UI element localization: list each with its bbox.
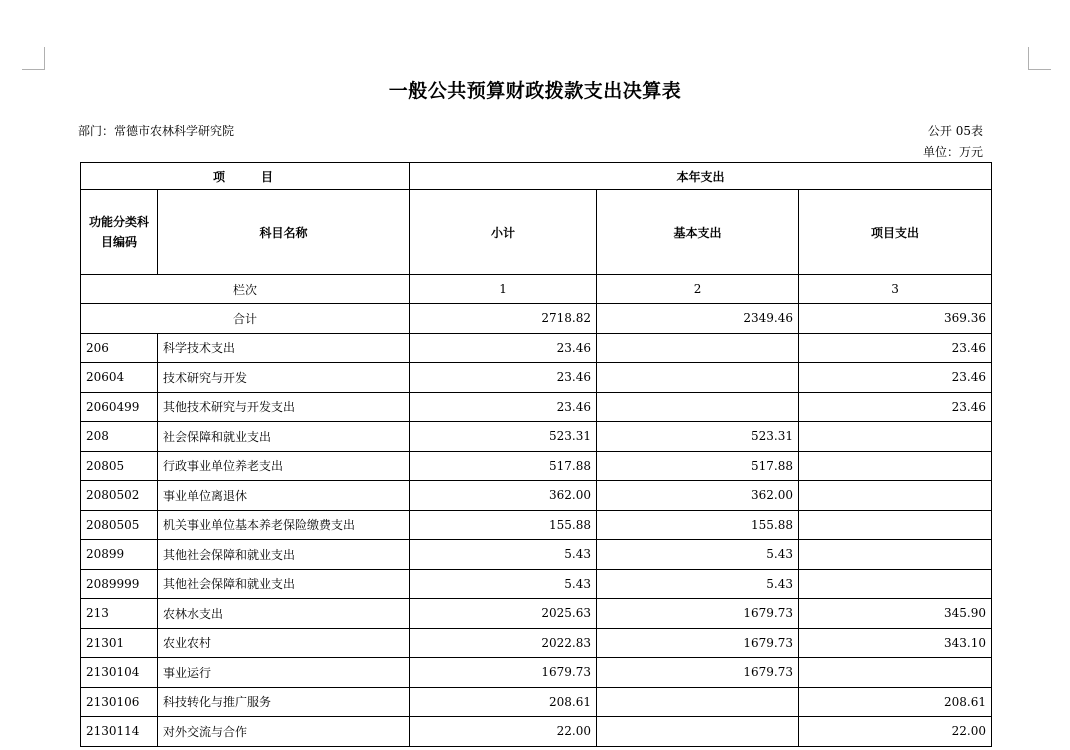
total-basic: 2349.46 — [597, 304, 799, 334]
row-name: 事业运行 — [158, 658, 410, 688]
row-basic: 1679.73 — [597, 658, 799, 688]
row-subtotal: 5.43 — [410, 569, 597, 599]
row-name: 机关事业单位基本养老保险缴费支出 — [158, 510, 410, 540]
table-row — [81, 363, 992, 393]
row-basic — [597, 687, 799, 717]
row-code: 2130104 — [81, 658, 158, 688]
row-subtotal: 362.00 — [410, 481, 597, 511]
row-project: 22.00 — [799, 717, 992, 747]
index-row — [81, 275, 992, 304]
header-subtotal: 小计 — [410, 190, 597, 275]
row-project: 345.90 — [799, 599, 992, 629]
row-code: 2080502 — [81, 481, 158, 511]
row-basic: 1679.73 — [597, 628, 799, 658]
row-code: 2130114 — [81, 717, 158, 747]
row-name: 事业单位离退休 — [158, 481, 410, 511]
header-project: 项目支出 — [799, 190, 992, 275]
form-code-label: 公开 05表 — [927, 124, 983, 138]
row-basic — [597, 392, 799, 422]
row-project — [799, 451, 992, 481]
row-subtotal: 23.46 — [410, 333, 597, 363]
row-name: 科技转化与推广服务 — [158, 687, 410, 717]
row-basic: 155.88 — [597, 510, 799, 540]
row-project: 208.61 — [799, 687, 992, 717]
expenditure-table — [80, 162, 992, 747]
table-row — [81, 599, 992, 629]
table-row — [81, 687, 992, 717]
document-title: 一般公共预算财政拨款支出决算表 — [388, 80, 682, 102]
row-code: 21301 — [81, 628, 158, 658]
header-subject-name: 科目名称 — [158, 190, 410, 275]
header-func-code: 功能分类科目编码 — [81, 190, 158, 275]
row-subtotal: 22.00 — [410, 717, 597, 747]
row-project: 23.46 — [799, 392, 992, 422]
row-basic — [597, 363, 799, 393]
header-basic: 基本支出 — [597, 190, 799, 275]
index-col-2: 2 — [597, 275, 799, 304]
row-code: 213 — [81, 599, 158, 629]
total-label: 合计 — [81, 304, 410, 334]
row-basic: 5.43 — [597, 540, 799, 570]
table-row — [81, 451, 992, 481]
row-name: 行政事业单位养老支出 — [158, 451, 410, 481]
row-project: 23.46 — [799, 333, 992, 363]
row-name: 技术研究与开发 — [158, 363, 410, 393]
row-basic: 517.88 — [597, 451, 799, 481]
row-project — [799, 422, 992, 452]
row-code: 206 — [81, 333, 158, 363]
row-project — [799, 658, 992, 688]
row-basic — [597, 333, 799, 363]
row-basic: 5.43 — [597, 569, 799, 599]
row-subtotal: 155.88 — [410, 510, 597, 540]
row-project — [799, 481, 992, 511]
row-code: 2089999 — [81, 569, 158, 599]
header-item: 项 目 — [81, 163, 410, 190]
row-code: 2080505 — [81, 510, 158, 540]
total-subtotal: 2718.82 — [410, 304, 597, 334]
table-row — [81, 422, 992, 452]
row-name: 对外交流与合作 — [158, 717, 410, 747]
row-name: 社会保障和就业支出 — [158, 422, 410, 452]
row-project — [799, 540, 992, 570]
total-row — [81, 304, 992, 334]
row-code: 2130106 — [81, 687, 158, 717]
table-row — [81, 658, 992, 688]
row-project: 23.46 — [799, 363, 992, 393]
row-name: 农林水支出 — [158, 599, 410, 629]
row-project — [799, 510, 992, 540]
row-project: 343.10 — [799, 628, 992, 658]
row-name: 科学技术支出 — [158, 333, 410, 363]
index-col-1: 1 — [410, 275, 597, 304]
header-current-year: 本年支出 — [410, 163, 992, 190]
row-subtotal: 517.88 — [410, 451, 597, 481]
row-code: 20899 — [81, 540, 158, 570]
row-project — [799, 569, 992, 599]
header-row-1 — [81, 163, 992, 190]
table-row — [81, 481, 992, 511]
row-code: 208 — [81, 422, 158, 452]
page-corner-mark-right — [1028, 47, 1051, 70]
row-name: 其他社会保障和就业支出 — [158, 540, 410, 570]
table-row — [81, 569, 992, 599]
page-corner-mark-left — [22, 47, 45, 70]
row-subtotal: 523.31 — [410, 422, 597, 452]
row-subtotal: 2022.83 — [410, 628, 597, 658]
table-row — [81, 717, 992, 747]
row-basic: 1679.73 — [597, 599, 799, 629]
unit-label: 单位：万元 — [922, 145, 983, 159]
row-name: 其他社会保障和就业支出 — [158, 569, 410, 599]
row-code: 20805 — [81, 451, 158, 481]
row-subtotal: 23.46 — [410, 392, 597, 422]
department-label: 部门：常德市农林科学研究院 — [78, 124, 235, 138]
row-name: 农业农村 — [158, 628, 410, 658]
header-row-2 — [81, 190, 992, 275]
table-row — [81, 333, 992, 363]
table-row — [81, 392, 992, 422]
row-subtotal: 2025.63 — [410, 599, 597, 629]
total-project: 369.36 — [799, 304, 992, 334]
row-subtotal: 208.61 — [410, 687, 597, 717]
row-name: 其他技术研究与开发支出 — [158, 392, 410, 422]
table-row — [81, 540, 992, 570]
table-row — [81, 628, 992, 658]
row-code: 20604 — [81, 363, 158, 393]
row-basic: 523.31 — [597, 422, 799, 452]
table-row — [81, 510, 992, 540]
row-subtotal: 1679.73 — [410, 658, 597, 688]
row-subtotal: 23.46 — [410, 363, 597, 393]
row-subtotal: 5.43 — [410, 540, 597, 570]
row-basic — [597, 717, 799, 747]
row-basic: 362.00 — [597, 481, 799, 511]
row-code: 2060499 — [81, 392, 158, 422]
index-col-3: 3 — [799, 275, 992, 304]
index-label: 栏次 — [81, 275, 410, 304]
